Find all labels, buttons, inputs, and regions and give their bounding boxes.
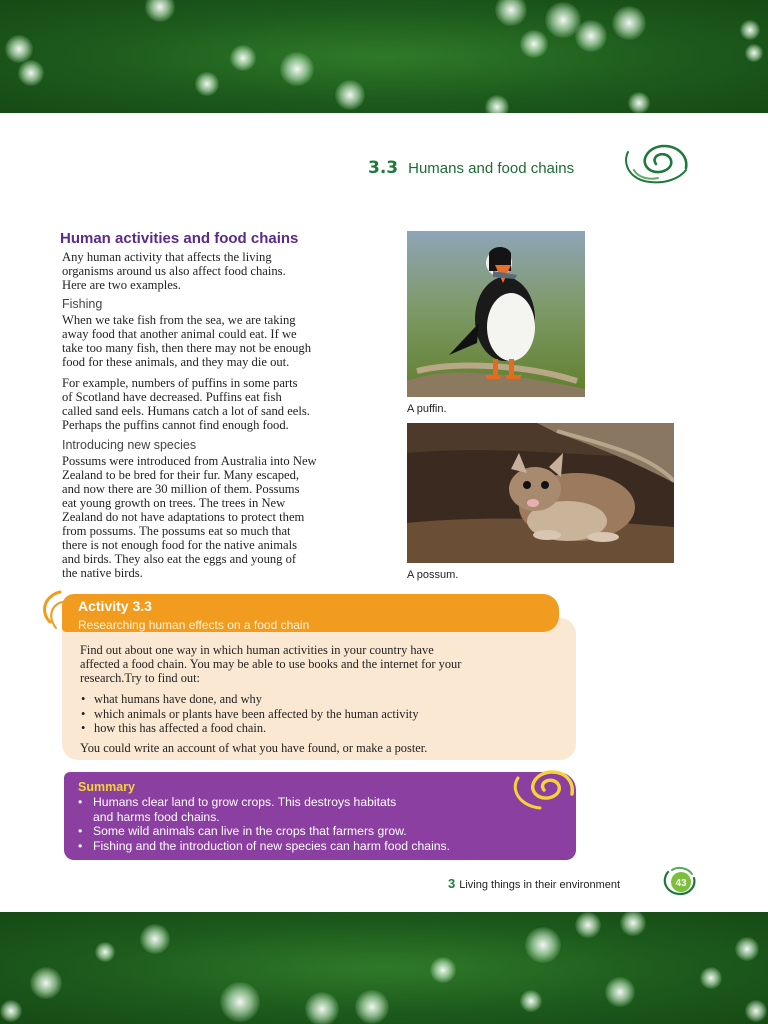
top-decorative-band [0, 0, 768, 113]
bokeh-light [520, 990, 542, 1012]
text-line: organisms around us also affect food chains. [62, 264, 286, 278]
text-line: and birds. They also eat the eggs and young of [62, 552, 297, 566]
text-line: Find out about one way in which human activities in your country have [80, 643, 434, 657]
summary-swirl-icon [508, 766, 578, 812]
activity-bullet-list [80, 692, 419, 736]
text-line: away food that another animal could eat. If we [62, 327, 297, 341]
list-item: • what humans have done, and why [80, 692, 419, 707]
species-paragraph [62, 454, 377, 580]
bokeh-light [628, 92, 650, 113]
chapter-title: Living things in their environment [459, 879, 621, 891]
list-item: • how this has affected a food chain. [80, 721, 419, 736]
puffin-caption: A puffin. [407, 403, 447, 415]
activity-intro [80, 643, 558, 685]
bokeh-light [18, 60, 44, 86]
chapter-footer [448, 876, 620, 891]
bokeh-light [745, 1000, 767, 1022]
text-line: of Scotland have decreased. Puffins eat fish [62, 390, 282, 404]
bokeh-light [140, 924, 170, 954]
list-item: • Fishing and the introduction of new species can harm food chains. [76, 839, 450, 854]
bokeh-light [30, 967, 62, 999]
bokeh-light [145, 0, 175, 22]
text-line: there is not enough food for the native animals [62, 538, 298, 552]
bokeh-light [575, 912, 601, 938]
list-item [76, 795, 450, 824]
list-item-text: Humans clear land to grow crops. This destroys habitats [93, 795, 397, 809]
bokeh-light [280, 52, 314, 86]
text-line: research.Try to find out: [80, 671, 200, 685]
bokeh-light [195, 72, 219, 96]
bokeh-light [620, 912, 646, 936]
text-line: food for these animals, and they may die out. [62, 355, 290, 369]
possum-photo [407, 423, 674, 563]
chapter-number: 3 [448, 876, 456, 891]
bokeh-light [605, 977, 635, 1007]
bokeh-light [575, 20, 607, 52]
text-line: Here are two examples. [62, 278, 181, 292]
text-line: Perhaps the puffins cannot find enough food. [62, 418, 289, 432]
page-number-badge [662, 866, 696, 896]
activity-swirl-icon [36, 588, 64, 634]
bokeh-light [230, 45, 256, 71]
bokeh-light [740, 20, 760, 40]
bokeh-light [700, 967, 722, 989]
text-line: and now there are 30 million of them. Possums [62, 482, 300, 496]
text-line: When we take fish from the sea, we are taking [62, 313, 296, 327]
text-line: For example, numbers of puffins in some parts [62, 376, 298, 390]
possum-caption: A possum. [407, 569, 459, 581]
bokeh-light [520, 30, 548, 58]
list-item: • Some wild animals can live in the crops that farmers grow. [76, 824, 450, 839]
section-title: Humans and food chains [408, 160, 575, 177]
intro-paragraph [62, 250, 377, 292]
text-line: Zealand do not have adaptations to protect them [62, 510, 305, 524]
activity-title: Activity 3.3 [78, 598, 152, 614]
text-line: Any human activity that affects the living [62, 250, 272, 264]
bottom-decorative-band [0, 912, 768, 1024]
bokeh-light [745, 44, 763, 62]
bokeh-light [305, 992, 339, 1024]
swirl-decoration-icon [620, 140, 692, 188]
text-line: take too many fish, then there may not be enough [62, 341, 312, 355]
bokeh-light [485, 95, 509, 113]
summary-title: Summary [78, 780, 135, 794]
bokeh-light [220, 982, 260, 1022]
bokeh-light [95, 942, 115, 962]
bokeh-light [355, 990, 389, 1024]
page-heading: Human activities and food chains [60, 230, 299, 247]
bokeh-light [612, 6, 646, 40]
text-line: affected a food chain. You may be able to use books and the internet for your [80, 657, 462, 671]
text-line: the native birds. [62, 566, 143, 580]
fishing-subheading: Fishing [62, 297, 103, 311]
puffin-paragraph [62, 376, 377, 432]
bokeh-light [735, 937, 759, 961]
text-line: Zealand to be bred for their fur. Many escaped, [62, 468, 300, 482]
activity-box [62, 618, 576, 760]
bokeh-light [0, 1000, 22, 1022]
summary-list [76, 795, 450, 853]
fishing-paragraph [62, 313, 377, 369]
page-number: 43 [675, 878, 687, 889]
text-line: Possums were introduced from Australia into New [62, 454, 317, 468]
section-number: 3.3 [368, 158, 399, 178]
bokeh-light [525, 927, 561, 963]
list-item: • which animals or plants have been affected by the human activity [80, 707, 419, 722]
bokeh-light [5, 35, 33, 63]
activity-closing: You could write an account of what you have found, or make a poster. [80, 741, 428, 755]
list-item-text: and harms food chains. [93, 809, 220, 824]
text-line: eat young growth on trees. The trees in New [62, 496, 286, 510]
text-line: called sand eels. Humans catch a lot of sand eels. [62, 404, 310, 418]
puffin-photo [407, 231, 585, 397]
bokeh-light [335, 80, 365, 110]
bokeh-light [430, 957, 456, 983]
section-header [368, 158, 574, 182]
text-line: from possums. The possums eat so much that [62, 524, 291, 538]
activity-subtitle: Researching human effects on a food chain [78, 618, 310, 632]
bokeh-light [495, 0, 527, 26]
species-subheading: Introducing new species [62, 438, 197, 452]
